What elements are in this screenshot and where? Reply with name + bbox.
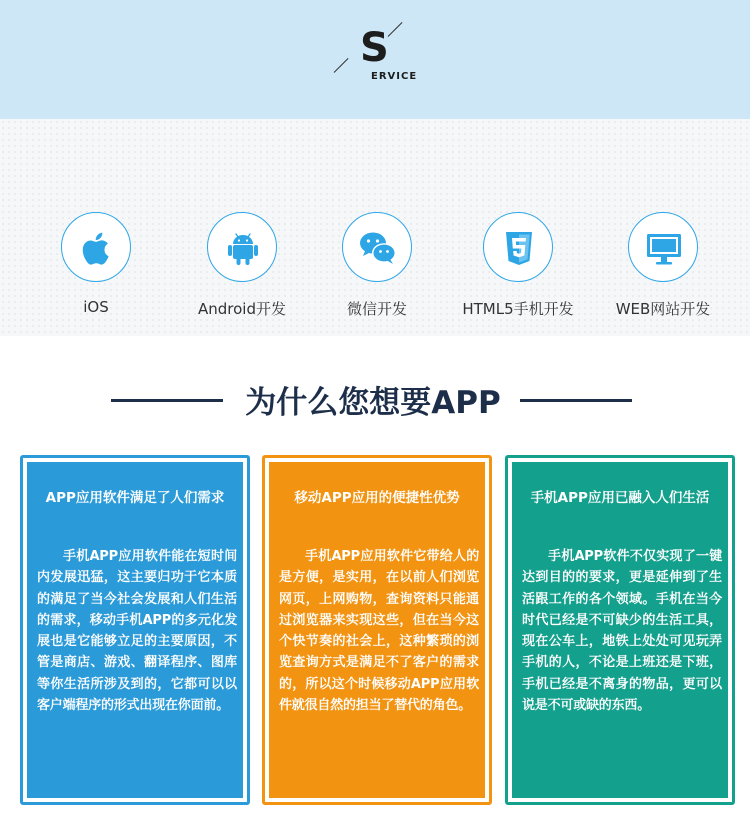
logo-slash-left: [334, 58, 349, 73]
platform-icon-circle: [61, 212, 131, 282]
logo-slash-right: [388, 22, 403, 37]
card-body: 手机APP应用软件它带给人的是方便，是实用，在以前人们浏览网页，上网购物，查询资料只能通过浏览器来实现这些，但在当今这个快节奏的社会上，这种繁琐的浏览查询方式是满足不了客户的需求的，所以这个时候移动APP应用软件就很自然的担当了替代的角色。: [279, 549, 479, 714]
platform-ios[interactable]: [31, 212, 161, 316]
platform-label: HTML5手机开发: [462, 300, 574, 318]
platform-label: 微信开发: [346, 300, 407, 318]
reason-card-convenience: [262, 455, 492, 805]
heading-rule-left: [111, 399, 223, 402]
card-panel: [512, 462, 728, 798]
section-title: 为什么您想要APP: [245, 385, 501, 421]
wechat-icon: [356, 226, 400, 270]
platforms-section: [0, 119, 750, 336]
section-heading: [0, 375, 750, 425]
card-body: 手机APP应用软件能在短时间内发展迅猛，这主要归功于它本质的满足了当今社会发展和人们生活的需求，移动手机APP的多元化发展也是它能够立足的主要原因，不管是商店、游戏、翻译程序、图库等你生活所涉及到的，它都可以以客户端程序的形式出现在你面前。: [37, 549, 237, 714]
platform-icon-circle: [628, 212, 698, 282]
top-banner: [0, 0, 750, 119]
platform-icon-circle: [342, 212, 412, 282]
card-title: 手机APP应用已融入人们生活: [530, 490, 710, 506]
platform-wechat[interactable]: [312, 212, 442, 319]
card-panel: [27, 462, 243, 798]
card-panel: [269, 462, 485, 798]
platform-label: WEB网站开发: [615, 300, 711, 318]
monitor-icon: [642, 226, 686, 270]
card-body: 手机APP软件不仅实现了一键达到目的的要求，更是延伸到了生活跟工作的各个领域。手机在当今时代已经是不可缺少的生活工具，现在公车上，地铁上处处可见玩弄手机的人，不论是上班还是下班，手机已经是不离身的物品，更可以说是不可或缺的东西。: [522, 549, 722, 714]
heading-rule-right: [520, 399, 632, 402]
apple-icon: [75, 226, 119, 270]
reason-card-daily-life: [505, 455, 735, 805]
service-logo: [330, 22, 420, 112]
card-title: APP应用软件满足了人们需求: [45, 490, 225, 506]
logo-letter: S: [360, 25, 389, 71]
html5-icon: [497, 226, 541, 270]
platform-web[interactable]: [598, 212, 728, 319]
android-icon: [221, 226, 265, 270]
reason-card-needs: [20, 455, 250, 805]
platform-html5[interactable]: [453, 212, 583, 319]
platform-android[interactable]: [177, 212, 307, 319]
logo-text: ERVICE: [371, 71, 418, 82]
card-title: 移动APP应用的便捷性优势: [294, 490, 460, 506]
platform-icon-circle: [483, 212, 553, 282]
platform-label: Android开发: [198, 300, 286, 318]
platform-label: iOS: [83, 298, 109, 316]
platform-icon-circle: [207, 212, 277, 282]
